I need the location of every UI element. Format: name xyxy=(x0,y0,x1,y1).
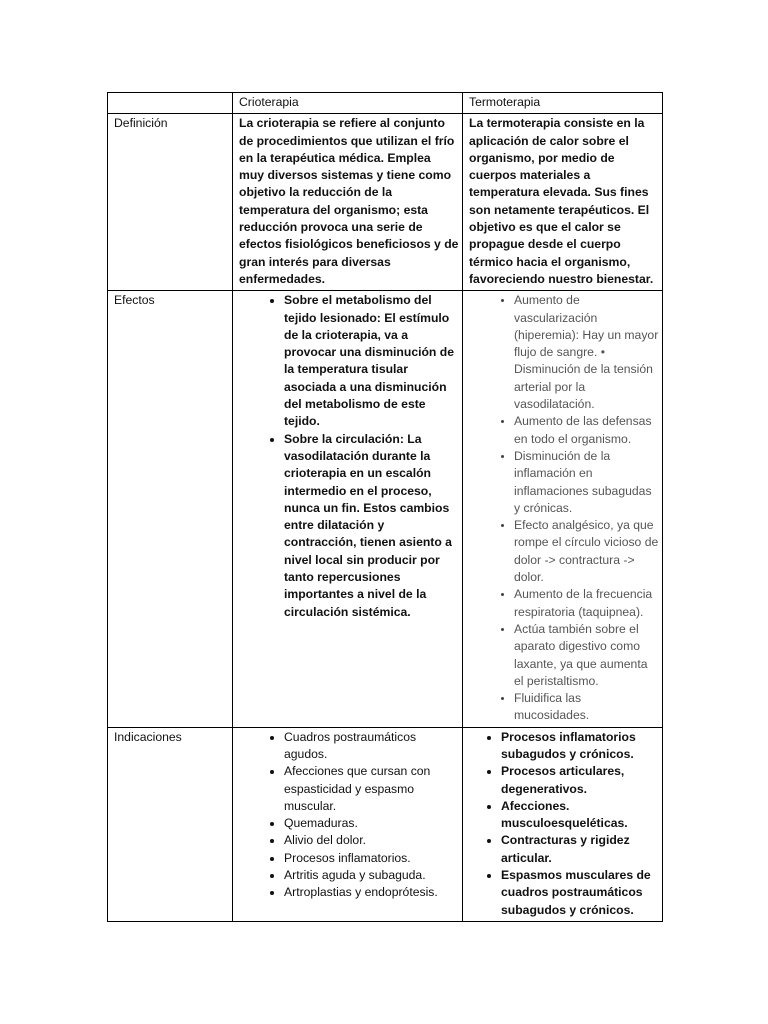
row-indicaciones xyxy=(108,727,663,921)
list-item: • Espasmos musculares de cuadros postraumáticos subagudos y crónicos. xyxy=(501,867,659,919)
list-item: • Quemaduras. xyxy=(284,815,459,832)
list-item: • Artritis aguda y subaguda. xyxy=(284,867,459,884)
header-cell-crioterapia: Crioterapia xyxy=(233,93,463,114)
list-item: • Aumento de las defensas en todo el organismo. xyxy=(514,413,659,448)
list-item: • Procesos inflamatorios subagudos y crónicos. xyxy=(501,729,659,764)
row-label-indicaciones: Indicaciones xyxy=(108,727,233,921)
list-item: • Alivio del dolor. xyxy=(284,832,459,849)
list-item: • Procesos inflamatorios. xyxy=(284,850,459,867)
header-cell-empty xyxy=(108,93,233,114)
row-label-definicion: Definición xyxy=(108,114,233,291)
list-item: • Afecciones que cursan con espasticidad y espasmo muscular. xyxy=(284,763,459,815)
list-item: • Procesos articulares, degenerativos. xyxy=(501,763,659,798)
list-item: • Cuadros postraumáticos agudos. xyxy=(284,729,459,764)
list-item: • Aumento de vascularización (hiperemia): Hay un mayor flujo de sangre. • Disminución de la tensión arterial por la vasodilatación. xyxy=(514,292,659,413)
list-item: • Contracturas y rigidez articular. xyxy=(501,832,659,867)
indicaciones-termoterapia-list xyxy=(469,729,659,919)
list-item: • Sobre la circulación: La vasodilatación durante la crioterapia en un escalón intermedio en el proceso, nunca un fin. Estos cambios entre dilatación y contracción, tienen asiento a nivel local sin producir por tanto repercusiones importantes a nivel de la circulación sistémica. xyxy=(284,431,459,621)
definicion-termoterapia: La termoterapia consiste en la aplicación de calor sobre el organismo, por medio de cuerpos materiales a temperatura elevada. Sus fines son netamente terapéuticos. El objetivo es que el calor se propague desde el cuerpo térmico hacia el organismo, favoreciendo nuestro bienestar. xyxy=(463,114,663,291)
row-label-efectos: Efectos xyxy=(108,291,233,727)
header-row xyxy=(108,93,663,114)
indicaciones-crioterapia-cell xyxy=(233,727,463,921)
row-efectos xyxy=(108,291,663,727)
header-cell-termoterapia: Termoterapia xyxy=(463,93,663,114)
comparison-table xyxy=(107,92,663,922)
list-item: • Actúa también sobre el aparato digestivo como laxante, ya que aumenta el peristaltismo. xyxy=(514,621,659,690)
definicion-crioterapia: La crioterapia se refiere al conjunto de procedimientos que utilizan el frío en la terapéutica médica. Emplea muy diversos sistemas y tiene como objetivo la reducción de la temperatura del organismo; esta reducción provoca una serie de efectos fisiológicos beneficiosos y de gran interés para diversas enfermedades. xyxy=(233,114,463,291)
list-item: • Aumento de la frecuencia respiratoria (taquipnea). xyxy=(514,586,659,621)
indicaciones-termoterapia-cell xyxy=(463,727,663,921)
efectos-termoterapia-list xyxy=(469,292,659,724)
list-item: • Artroplastias y endoprótesis. xyxy=(284,884,459,901)
list-item: • Fluidifica las mucosidades. xyxy=(514,690,659,725)
efectos-crioterapia-cell xyxy=(233,291,463,727)
list-item: • Sobre el metabolismo del tejido lesionado: El estímulo de la crioterapia, va a provocar una disminución de la temperatura tisular asociada a una disminución del metabolismo de este tejido. xyxy=(284,292,459,430)
row-definicion xyxy=(108,114,663,291)
efectos-crioterapia-list xyxy=(239,292,459,621)
list-item: • Afecciones. musculoesqueléticas. xyxy=(501,798,659,833)
list-item: • Efecto analgésico, ya que rompe el círculo vicioso de dolor -> contractura -> dolor. xyxy=(514,517,659,586)
list-item: • Disminución de la inflamación en inflamaciones subagudas y crónicas. xyxy=(514,448,659,517)
efectos-termoterapia-cell xyxy=(463,291,663,727)
indicaciones-crioterapia-list xyxy=(239,729,459,902)
